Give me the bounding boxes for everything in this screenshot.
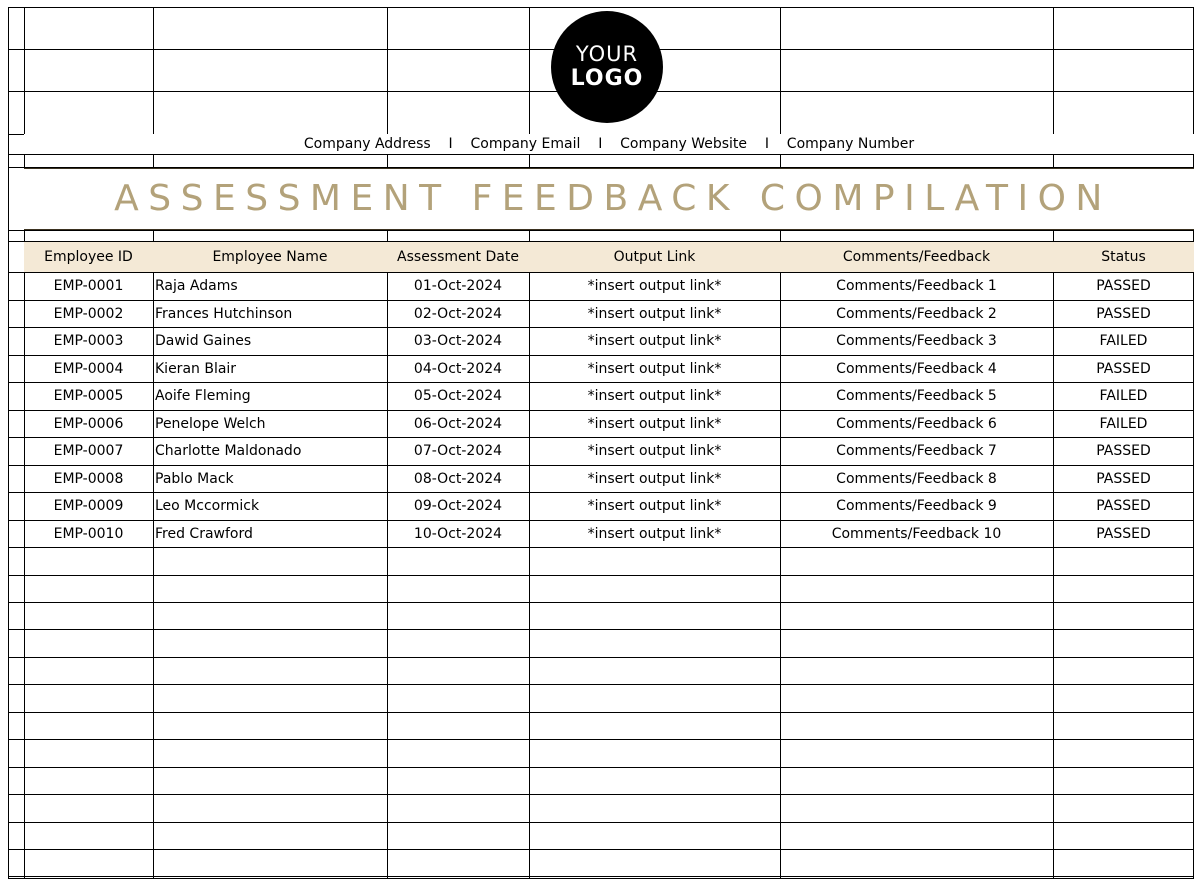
grid-line xyxy=(8,739,1194,740)
assessment-date-cell[interactable]: 08-Oct-2024 xyxy=(413,470,503,487)
output-link-cell[interactable]: *insert output link* xyxy=(587,415,722,432)
comments-feedback-cell[interactable]: Comments/Feedback 4 xyxy=(836,360,997,377)
output-link-cell[interactable]: *insert output link* xyxy=(587,305,722,322)
employee-name-cell[interactable]: Pablo Mack xyxy=(155,470,234,487)
employee-name-cell[interactable]: Kieran Blair xyxy=(155,360,237,377)
employee-name-cell[interactable]: Frances Hutchinson xyxy=(155,305,293,322)
grid-line xyxy=(8,876,1194,877)
employee-id-cell[interactable]: EMP-0007 xyxy=(53,443,124,459)
output-link-cell[interactable]: *insert output link* xyxy=(587,470,722,487)
grid-line xyxy=(8,712,1194,713)
assessment-date-header: Assessment Date xyxy=(397,249,519,265)
employee-id-cell[interactable]: EMP-0003 xyxy=(53,333,124,349)
grid-line xyxy=(8,878,1194,879)
output-link-header: Output Link xyxy=(613,249,696,265)
company-address: Company Address xyxy=(303,136,431,152)
status-cell[interactable]: PASSED xyxy=(1096,305,1151,322)
employee-name-cell[interactable]: Penelope Welch xyxy=(155,415,266,432)
grid-line xyxy=(529,7,530,134)
status-cell[interactable]: FAILED xyxy=(1099,388,1148,404)
assessment-date-cell[interactable]: 09-Oct-2024 xyxy=(413,498,503,514)
output-link-cell[interactable]: *insert output link* xyxy=(587,498,722,514)
comments-feedback-cell[interactable]: Comments/Feedback 8 xyxy=(836,470,997,487)
comments-feedback-header: Comments/Feedback xyxy=(842,249,991,265)
status-cell[interactable]: PASSED xyxy=(1096,443,1151,459)
grid-line xyxy=(8,230,1194,231)
company-website: Company Website xyxy=(620,136,748,152)
employee-id-cell[interactable]: EMP-0006 xyxy=(53,415,124,432)
employee-id-header: Employee ID xyxy=(44,249,133,265)
grid-line xyxy=(8,794,1194,795)
assessment-date-cell[interactable]: 10-Oct-2024 xyxy=(413,525,503,542)
assessment-date-cell[interactable]: 07-Oct-2024 xyxy=(413,443,503,459)
employee-id-cell[interactable]: EMP-0001 xyxy=(53,278,124,294)
comments-feedback-cell[interactable]: Comments/Feedback 1 xyxy=(836,278,997,294)
employee-name-cell[interactable]: Raja Adams xyxy=(155,278,238,294)
status-cell[interactable]: PASSED xyxy=(1096,498,1151,514)
grid-line xyxy=(153,7,154,134)
employee-name-cell[interactable]: Aoife Fleming xyxy=(155,388,251,404)
contact-separator: I xyxy=(448,136,453,152)
employee-name-cell[interactable]: Dawid Gaines xyxy=(155,333,252,349)
contact-separator: I xyxy=(598,136,603,152)
comments-feedback-cell[interactable]: Comments/Feedback 3 xyxy=(836,333,997,349)
status-cell[interactable]: FAILED xyxy=(1099,333,1148,349)
comments-feedback-cell[interactable]: Comments/Feedback 5 xyxy=(836,388,997,404)
company-number: Company Number xyxy=(786,136,915,152)
grid-line xyxy=(529,154,530,167)
output-link-cell[interactable]: *insert output link* xyxy=(587,443,722,459)
grid-line xyxy=(780,7,781,134)
grid-line xyxy=(8,575,1194,576)
status-cell[interactable]: PASSED xyxy=(1096,360,1151,377)
status-cell[interactable]: PASSED xyxy=(1096,470,1151,487)
output-link-cell[interactable]: *insert output link* xyxy=(587,388,722,404)
employee-name-header: Employee Name xyxy=(212,249,328,265)
grid-line xyxy=(8,657,1194,658)
grid-line xyxy=(8,767,1194,768)
grid-line xyxy=(8,684,1194,685)
grid-line xyxy=(387,7,388,134)
comments-feedback-cell[interactable]: Comments/Feedback 6 xyxy=(836,415,997,432)
employee-id-cell[interactable]: EMP-0002 xyxy=(53,305,124,322)
employee-name-cell[interactable]: Charlotte Maldonado xyxy=(155,443,302,459)
grid-line xyxy=(153,154,154,167)
status-header: Status xyxy=(1101,249,1146,265)
status-cell[interactable]: PASSED xyxy=(1096,278,1151,294)
comments-feedback-cell[interactable]: Comments/Feedback 9 xyxy=(836,498,997,514)
company-email: Company Email xyxy=(470,136,581,152)
contact-separator: I xyxy=(764,136,769,152)
employee-id-cell[interactable]: EMP-0009 xyxy=(53,498,124,514)
status-cell[interactable]: PASSED xyxy=(1096,525,1151,542)
employee-id-cell[interactable]: EMP-0008 xyxy=(53,470,124,487)
grid-line xyxy=(8,629,1194,630)
output-link-cell[interactable]: *insert output link* xyxy=(587,360,722,377)
employee-id-cell[interactable]: EMP-0010 xyxy=(53,525,124,542)
grid-line xyxy=(1053,7,1054,134)
comments-feedback-cell[interactable]: Comments/Feedback 10 xyxy=(831,525,1002,542)
company-contact-line xyxy=(24,134,1194,154)
assessment-date-cell[interactable]: 06-Oct-2024 xyxy=(413,415,503,432)
assessment-date-cell[interactable]: 02-Oct-2024 xyxy=(413,305,503,322)
assessment-date-cell[interactable]: 01-Oct-2024 xyxy=(413,278,503,294)
grid-line xyxy=(8,154,1194,155)
company-logo xyxy=(551,11,663,123)
employee-id-cell[interactable]: EMP-0005 xyxy=(53,388,124,404)
logo-line-2: LOGO xyxy=(570,66,644,91)
assessment-date-cell[interactable]: 04-Oct-2024 xyxy=(413,360,503,377)
status-cell[interactable]: FAILED xyxy=(1099,415,1148,432)
output-link-cell[interactable]: *insert output link* xyxy=(587,278,722,294)
grid-line xyxy=(8,822,1194,823)
employee-id-cell[interactable]: EMP-0004 xyxy=(53,360,124,377)
grid-line xyxy=(387,154,388,167)
grid-line xyxy=(153,230,154,878)
logo-line-1: YOUR xyxy=(575,42,639,66)
comments-feedback-cell[interactable]: Comments/Feedback 2 xyxy=(836,305,997,322)
grid-line xyxy=(8,7,1194,8)
assessment-date-cell[interactable]: 05-Oct-2024 xyxy=(413,388,503,404)
comments-feedback-cell[interactable]: Comments/Feedback 7 xyxy=(836,443,997,459)
output-link-cell[interactable]: *insert output link* xyxy=(587,333,722,349)
employee-name-cell[interactable]: Leo Mccormick xyxy=(155,498,260,514)
assessment-date-cell[interactable]: 03-Oct-2024 xyxy=(413,333,503,349)
output-link-cell[interactable]: *insert output link* xyxy=(587,525,722,542)
grid-line xyxy=(8,849,1194,850)
employee-name-cell[interactable]: Fred Crawford xyxy=(155,525,253,542)
grid-line xyxy=(1053,154,1054,167)
title-band xyxy=(24,168,1194,230)
grid-line xyxy=(8,602,1194,603)
grid-line xyxy=(780,154,781,167)
page-title: ASSESSMENT FEEDBACK COMPILATION xyxy=(114,178,1112,219)
